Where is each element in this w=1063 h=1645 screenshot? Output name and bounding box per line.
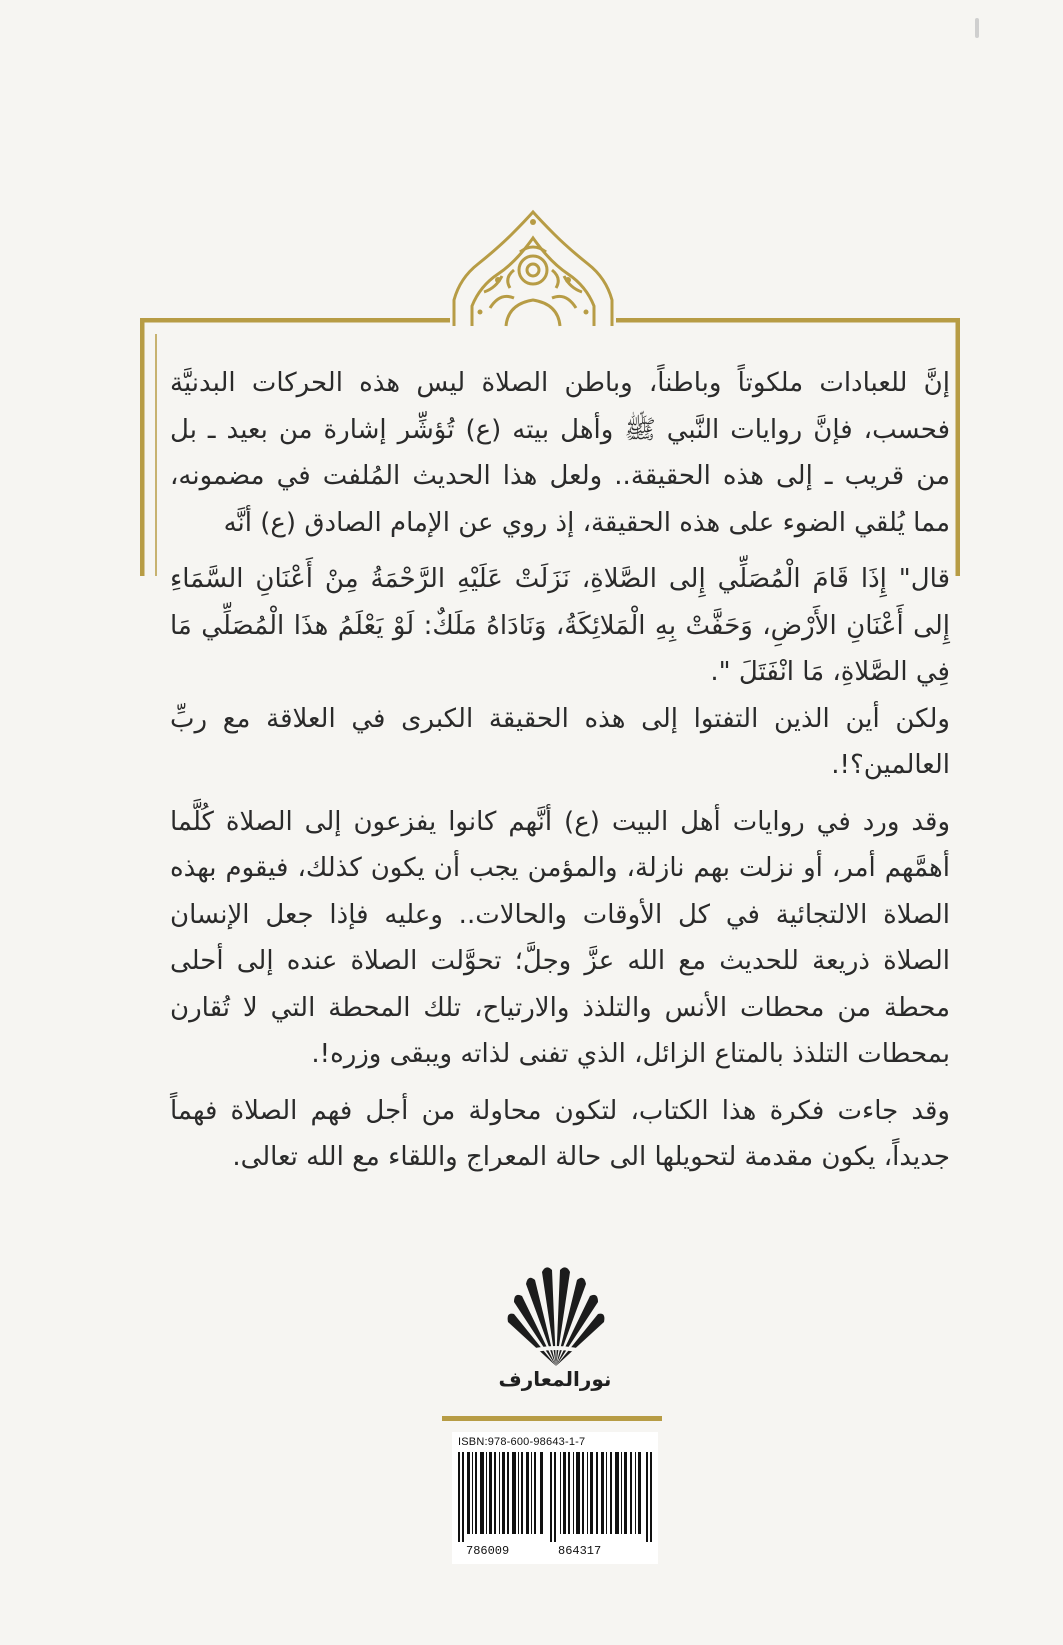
barcode-digits-left: 786009 — [466, 1544, 510, 1558]
barcode — [452, 1432, 658, 1564]
paragraph-intro: إنَّ للعبادات ملكوتاً وباطناً، وباطن الصلاة ليس هذه الحركات البدنيَّة فحسب، فإنَّ روايات النَّبي ﷺ وأهل بيته (ع) تُؤشِّر إشارة من بعيد ـ بل من قريب ـ إلى هذه الحقيقة.. ولعل هذا الحديث المُلفت في مضمونه، مما يُلقي الضوء على هذه الحقيقة، إذ روي عن الإمام الصادق (ع) أنَّه — [170, 368, 950, 538]
corner-mark — [975, 18, 979, 38]
isbn-label: ISBN:978-600-98643-1-7 — [458, 1436, 586, 1448]
cover-blurb — [170, 360, 950, 1191]
gold-divider — [442, 1416, 662, 1421]
paragraph-question: ولكن أين الذين التفتوا إلى هذه الحقيقة الكبرى في العلاقة مع ربِّ العالمين؟!. — [170, 703, 950, 780]
paragraph-book-idea: وقد جاءت فكرة هذا الكتاب، لتكون محاولة من أجل فهم الصلاة فهماً جديداً، يكون مقدمة لتحويلها الى حالة المعراج واللقاء مع الله تعالى. — [170, 1095, 950, 1172]
publisher-name: نورالمعارف — [498, 1367, 612, 1391]
paragraph-hadith: قال" إِذَا قَامَ الْمُصَلِّي إِلى الصَّلاةِ، نَزَلَتْ عَلَيْهِ الرَّحْمَةُ مِنْ أَعْنَانِ السَّمَاءِ إِلى أَعْنَانِ الأَرْضِ، وَحَفَّتْ بِهِ الْمَلائِكَةُ، وَنَادَاهُ مَلَكٌ: لَوْ يَعْلَمُ هذَا الْمُصَلِّي مَا فِي الصَّلاةِ، مَا انْفَتَلَ ". — [170, 564, 950, 687]
barcode-icon — [456, 1452, 654, 1542]
paragraph-narrations: وقد ورد في روايات أهل البيت (ع) أنَّهم كانوا يفزعون إلى الصلاة كُلَّما أهمَّهم أمر، أو نزلت بهم نازلة، والمؤمن يجب أن يكون كذلك، فيقوم بهذه الصلاة الالتجائية في كل الأوقات والحالات.. وعليه فإذا جعل الإنسان الصلاة ذريعة للحديث مع الله عزَّ وجلَّ؛ تحوَّلت الصلاة عنده إلى أحلى محطة من محطات الأنس والتلذذ والارتياح، تلك المحطة التي لا تُقارن بمحطات التلذذ بالمتاع الزائل، الذي تفنى لذاته ويبقى وزره!. — [170, 806, 950, 1069]
lotus-book-logo-icon — [500, 1262, 612, 1370]
barcode-digits-right: 864317 — [558, 1544, 602, 1558]
arabesque-arch-icon — [450, 208, 616, 328]
